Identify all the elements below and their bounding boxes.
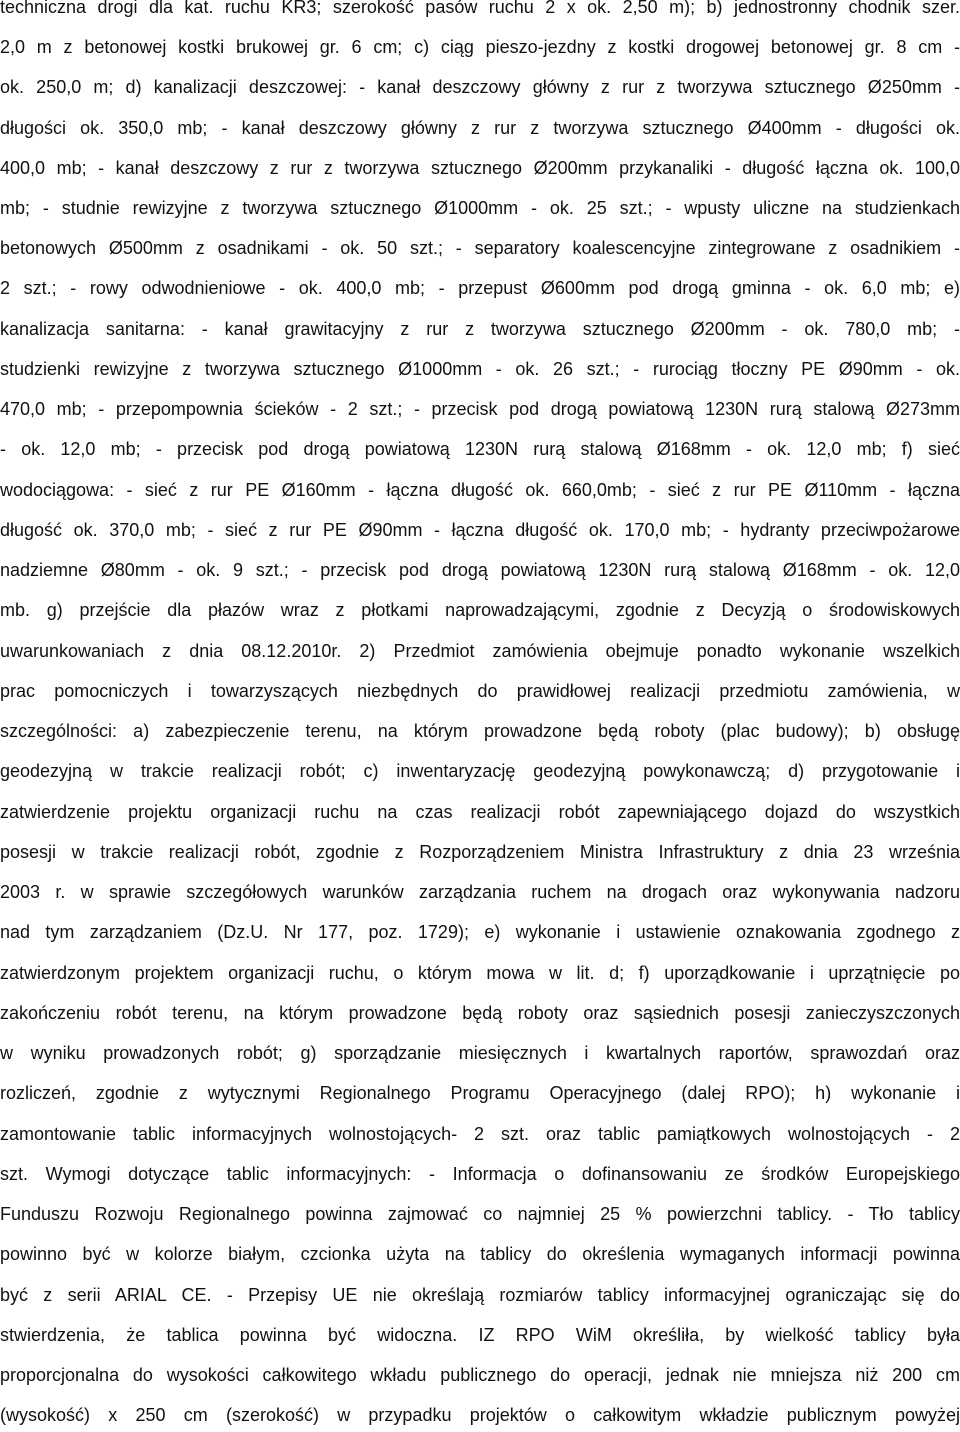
text-line: szt. Wymogi dotyczące tablic informacyjnych: - Informacja o dofinansowaniu ze środków Europejskiego <box>0 1164 960 1184</box>
text-line: ok. 250,0 m; d) kanalizacji deszczowej: - kanał deszczowy główny z rur z tworzywa sztucznego Ø250mm - <box>0 77 960 97</box>
text-line: 2,0 m z betonowej kostki brukowej gr. 6 cm; c) ciąg pieszo-jezdny z kostki drogowej betonowej gr. 8 cm - <box>0 37 960 57</box>
text-line: 470,0 mb; - przepompownia ścieków - 2 szt.; - przecisk pod drogą powiatową 1230N rurą stalową Ø273mm <box>0 399 960 419</box>
text-line: (wysokość) x 250 cm (szerokość) w przypadku projektów o całkowitym wkładzie publicznym powyżej <box>0 1405 960 1425</box>
text-line: Funduszu Rozwoju Regionalnego powinna zajmować co najmniej 25 % powierzchni tablicy. - Tło tablicy <box>0 1204 960 1224</box>
text-line: proporcjonalna do wysokości całkowitego wkładu publicznego do operacji, jednak nie mniejsza niż 200 cm <box>0 1365 960 1385</box>
text-line: długość ok. 370,0 mb; - sieć z rur PE Ø90mm - łączna długość ok. 170,0 mb; - hydranty przeciwpożarowe <box>0 520 960 540</box>
text-line: stwierdzenia, że tablica powinna być widoczna. IZ RPO WiM określiła, by wielkość tablicy była <box>0 1325 960 1345</box>
text-line: rozliczeń, zgodnie z wytycznymi Regionalnego Programu Operacyjnego (dalej RPO); h) wykonanie i <box>0 1083 960 1103</box>
text-line: powinno być w kolorze białym, czcionka użyta na tablicy do określenia wymaganych informacji powinna <box>0 1244 960 1264</box>
text-line: posesji w trakcie realizacji robót, zgodnie z Rozporządzeniem Ministra Infrastruktury z dnia 23 września <box>0 842 960 862</box>
text-line: nadziemne Ø80mm - ok. 9 szt.; - przecisk pod drogą powiatową 1230N rurą stalową Ø168mm - ok. 12,0 <box>0 560 960 580</box>
text-line: zatwierdzonym projektem organizacji ruchu, o którym mowa w lit. d; f) uporządkowanie i uprzątnięcie po <box>0 963 960 983</box>
text-line: betonowych Ø500mm z osadnikami - ok. 50 szt.; - separatory koalescencyjne zintegrowane z osadnikiem - <box>0 238 960 258</box>
text-line: szczególności: a) zabezpieczenie terenu, na którym prowadzone będą roboty (plac budowy); b) obsługę <box>0 721 960 741</box>
text-line: geodezyjną w trakcie realizacji robót; c) inwentaryzację geodezyjną powykonawczą; d) przygotowanie i <box>0 761 960 781</box>
text-line: 400,0 mb; - kanał deszczowy z rur z tworzywa sztucznego Ø200mm przykanaliki - długość łączna ok. 100,0 <box>0 158 960 178</box>
text-line: - ok. 12,0 mb; - przecisk pod drogą powiatową 1230N rurą stalową Ø168mm - ok. 12,0 mb; f) sieć <box>0 439 960 459</box>
text-line: studzienki rewizyjne z tworzywa sztucznego Ø1000mm - ok. 26 szt.; - rurociąg tłoczny PE Ø90mm - ok. <box>0 359 960 379</box>
text-line: techniczna drogi dla kat. ruchu KR3; szerokość pasów ruchu 2 x ok. 2,50 m); b) jednostronny chodnik szer. <box>0 0 960 17</box>
text-line: wodociągowa: - sieć z rur PE Ø160mm - łączna długość ok. 660,0mb; - sieć z rur PE Ø110mm - łączna <box>0 480 960 500</box>
text-line: być z serii ARIAL CE. - Przepisy UE nie określają rozmiarów tablicy informacyjnej ograniczając się do <box>0 1285 960 1305</box>
text-line: zatwierdzenie projektu organizacji ruchu na czas realizacji robót zapewniającego dojazd do wszystkich <box>0 802 960 822</box>
text-line: nad tym zarządzaniem (Dz.U. Nr 177, poz. 1729); e) wykonanie i ustawienie oznakowania zgodnego z <box>0 922 960 942</box>
text-line: mb. g) przejście dla płazów wraz z płotkami naprowadzającymi, zgodnie z Decyzją o środowiskowych <box>0 600 960 620</box>
text-line: zamontowanie tablic informacyjnych wolnostojących- 2 szt. oraz tablic pamiątkowych wolnostojących - 2 <box>0 1124 960 1144</box>
text-line: uwarunkowaniach z dnia 08.12.2010r. 2) Przedmiot zamówienia obejmuje ponadto wykonanie wszelkich <box>0 641 960 661</box>
text-line: mb; - studnie rewizyjne z tworzywa sztucznego Ø1000mm - ok. 25 szt.; - wpusty uliczne na studzienkach <box>0 198 960 218</box>
text-line: długości ok. 350,0 mb; - kanał deszczowy główny z rur z tworzywa sztucznego Ø400mm - długości ok. <box>0 118 960 138</box>
text-line: kanalizacja sanitarna: - kanał grawitacyjny z rur z tworzywa sztucznego Ø200mm - ok. 780,0 mb; - <box>0 319 960 339</box>
text-line: zakończeniu robót terenu, na którym prowadzone będą roboty oraz sąsiednich posesji zanieczyszczonych <box>0 1003 960 1023</box>
text-line: w wyniku prowadzonych robót; g) sporządzanie miesięcznych i kwartalnych raportów, sprawozdań oraz <box>0 1043 960 1063</box>
text-line: prac pomocniczych i towarzyszących niezbędnych do prawidłowej realizacji przedmiotu zamówienia, w <box>0 681 960 701</box>
text-line: 2 szt.; - rowy odwodnieniowe - ok. 400,0 mb; - przepust Ø600mm pod drogą gminna - ok. 6,0 mb; e) <box>0 278 960 298</box>
text-line: 2003 r. w sprawie szczegółowych warunków zarządzania ruchem na drogach oraz wykonywania nadzoru <box>0 882 960 902</box>
